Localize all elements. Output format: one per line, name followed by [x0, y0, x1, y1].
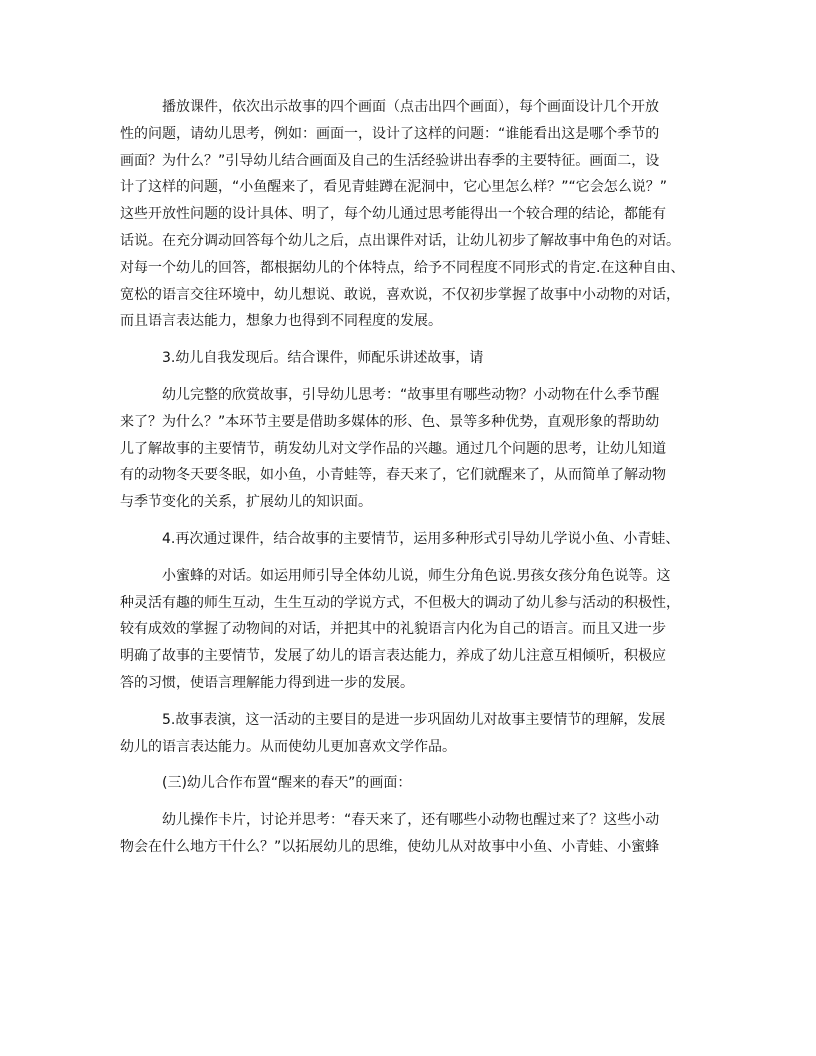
paragraph-section-3-heading: [120, 770, 696, 797]
text-line: 较有成效的掌握了动物间的对话，并把其中的礼貌语言内化为自己的语言。而且又进一步: [120, 621, 666, 638]
text-line: 小蜜蜂的对话。如运用师引导全体幼儿说，师生分角色说.男孩女孩分角色说等。这: [162, 567, 671, 584]
text-line: 3.幼儿自我发现后。结合课件，师配乐讲述故事，请: [162, 350, 484, 367]
paragraph-card-operation: [120, 807, 696, 861]
text-line: 性的问题，请幼儿思考，例如：画面一，设计了这样的问题：“谁能看出这是哪个季节的: [120, 125, 660, 142]
paragraph-step-4: [120, 526, 696, 553]
paragraph-step-5: [120, 707, 696, 761]
text-line: 种灵活有趣的师生互动，生生互动的学说方式，不但极大的调动了幼儿参与活动的积极性，: [120, 594, 680, 611]
text-line: 4.再次通过课件，结合故事的主要情节，运用多种形式引导幼儿学说小鱼、小青蛙、: [162, 530, 680, 547]
text-line: 幼儿完整的欣赏故事，引导幼儿思考：“故事里有哪些动物？小动物在什么季节醒: [162, 386, 660, 403]
text-line: 幼儿操作卡片，讨论并思考：“春天来了，还有哪些小动物也醒过来了？这些小动: [162, 812, 660, 829]
paragraph-step-3: [120, 345, 696, 372]
text-line: 来了？为什么？”本环节主要是借助多媒体的形、色、景等多种优势，直观形象的帮助幼: [120, 413, 660, 430]
text-line: 儿了解故事的主要情节，萌发幼儿对文学作品的兴趣。通过几个问题的思考，让幼儿知道: [120, 440, 666, 457]
text-line: 5.故事表演，这一活动的主要目的是进一步巩固幼儿对故事主要情节的理解，发展: [162, 711, 666, 728]
text-line: 有的动物冬天要冬眠，如小鱼，小青蛙等，春天来了，它们就醒来了，从而简单了解动物: [120, 467, 666, 484]
text-line: 幼儿的语言表达能力。从而使幼儿更加喜欢文学作品。: [120, 738, 456, 755]
text-line: 物会在什么地方干什么？”以拓展幼儿的思维，使幼儿从对故事中小鱼、小青蛙、小蜜蜂: [120, 838, 660, 855]
paragraph-dialogue-practice: [120, 563, 696, 697]
text-line: 宽松的语言交往环境中，幼儿想说、敢说，喜欢说，不仅初步掌握了故事中小动物的对话，: [120, 286, 680, 303]
document-body: [120, 94, 696, 861]
paragraph-courseware-questions: [120, 94, 696, 335]
text-line: 播放课件，依次出示故事的四个画面（点击出四个画面），每个画面设计几个开放: [162, 99, 659, 115]
text-line: 话说。在充分调动回答每个幼儿之后，点出课件对话，让幼儿初步了解故事中角色的对话。: [120, 232, 680, 249]
text-line: 与季节变化的关系，扩展幼儿的知识面。: [120, 494, 372, 511]
text-line: (三)幼儿合作布置“醒来的春天”的画面：: [162, 775, 412, 792]
text-line: 答的习惯，使语言理解能力得到进一步的发展。: [120, 674, 414, 691]
text-line: 对每一个幼儿的回答，都根据幼儿的个体特点，给予不同程度不同形式的肯定.在这种自由、: [120, 259, 685, 276]
text-line: 而且语言表达能力，想象力也得到不同程度的发展。: [120, 313, 442, 330]
text-line: 画面？为什么？”引导幼儿结合画面及自己的生活经验讲出春季的主要特征。画面二，设: [120, 152, 660, 169]
text-line: 这些开放性问题的设计具体、明了，每个幼儿通过思考能得出一个较合理的结论，都能有: [120, 206, 666, 223]
text-line: 计了这样的问题，“小鱼醒来了，看见青蛙蹲在泥洞中，它心里怎么样？”“它会怎么说？”: [120, 179, 668, 196]
text-line: 明确了故事的主要情节，发展了幼儿的语言表达能力，养成了幼儿注意互相倾听，积极应: [120, 648, 666, 665]
paragraph-story-appreciation: [120, 382, 696, 516]
